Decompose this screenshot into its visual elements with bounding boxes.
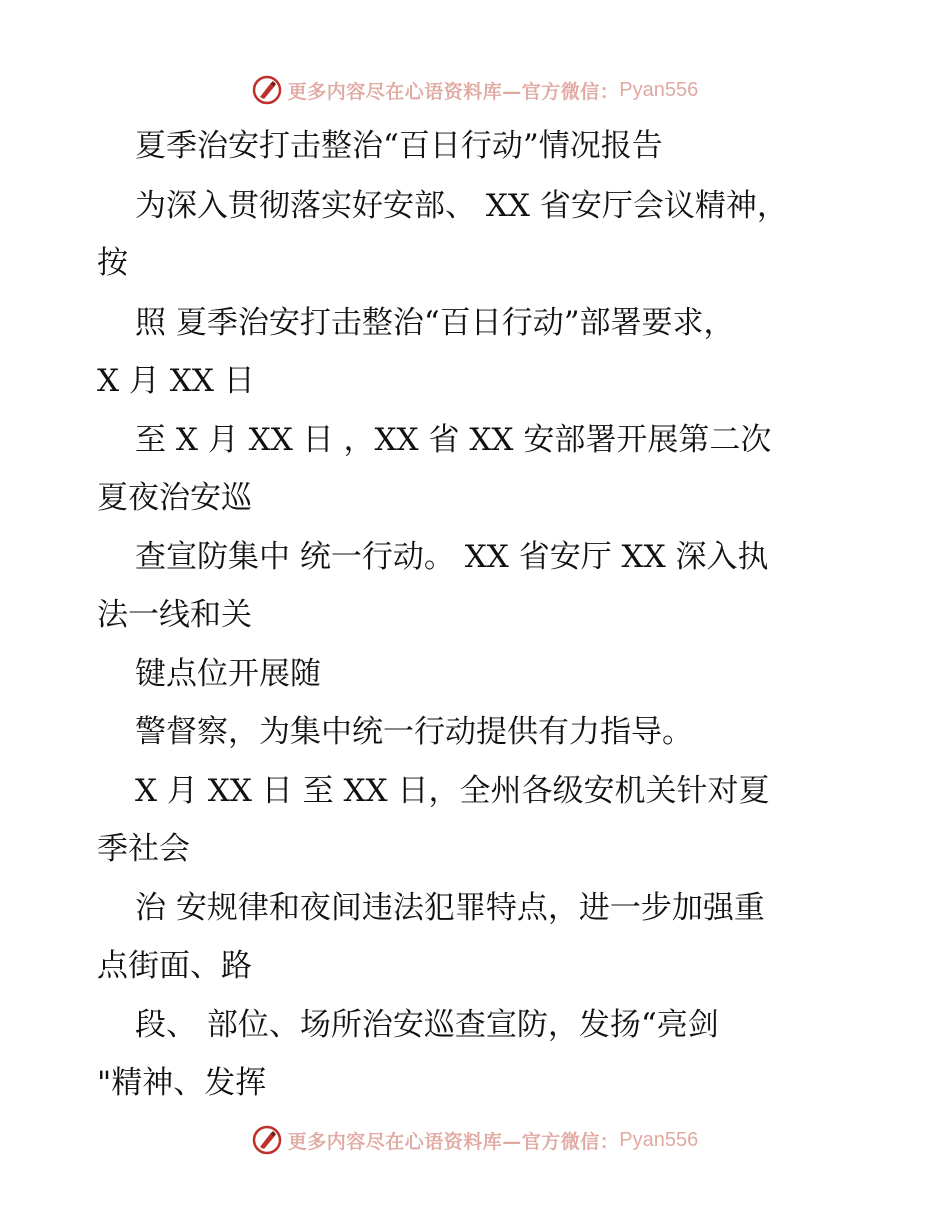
header-banner-id: Pyan556 [619,78,699,101]
document-title: 夏季治安打击整治“百日行动”情况报告 [135,128,663,164]
body-line: 警督察，为集中统一行动提供有力指导。 [135,714,693,750]
body-line: X 月 XX 日 至 XX 日，全州各级安机关针对夏 [135,773,770,809]
body-line: 按 [97,245,128,281]
header-banner-text: 更多内容尽在心语资料库—官方微信： [287,80,620,103]
footer-banner [0,1120,950,1160]
body-line: 查宣防集中 统一行动。 XX 省安厅 XX 深入执 [135,539,769,575]
pen-logo-icon [252,1125,282,1155]
body-line: 法一线和关 [97,597,252,633]
body-line: 至 X 月 XX 日 ，XX 省 XX 安部署开展第二次 [135,422,772,458]
body-line: 治 安规律和夜间违法犯罪特点，进一步加强重 [135,890,765,926]
body-line: "精神、发挥 [97,1065,267,1101]
footer-banner-text: 更多内容尽在心语资料库—官方微信： [287,1130,620,1153]
body-line: 段、 部位、场所治安巡查宣防，发扬“亮剑 [135,1007,719,1043]
body-line: 点街面、路 [97,948,252,984]
footer-banner-id: Pyan556 [619,1128,699,1151]
body-line: X 月 XX 日 [97,363,255,399]
body-line: 照 夏季治安打击整治“百日行动”部署要求， [135,305,735,341]
body-line: 季社会 [97,831,190,867]
body-line: 键点位开展随 [135,656,321,692]
body-line: 夏夜治安巡 [97,480,252,516]
body-line: 为深入贯彻落实好安部、 XX 省安厅会议精神， [135,188,788,224]
